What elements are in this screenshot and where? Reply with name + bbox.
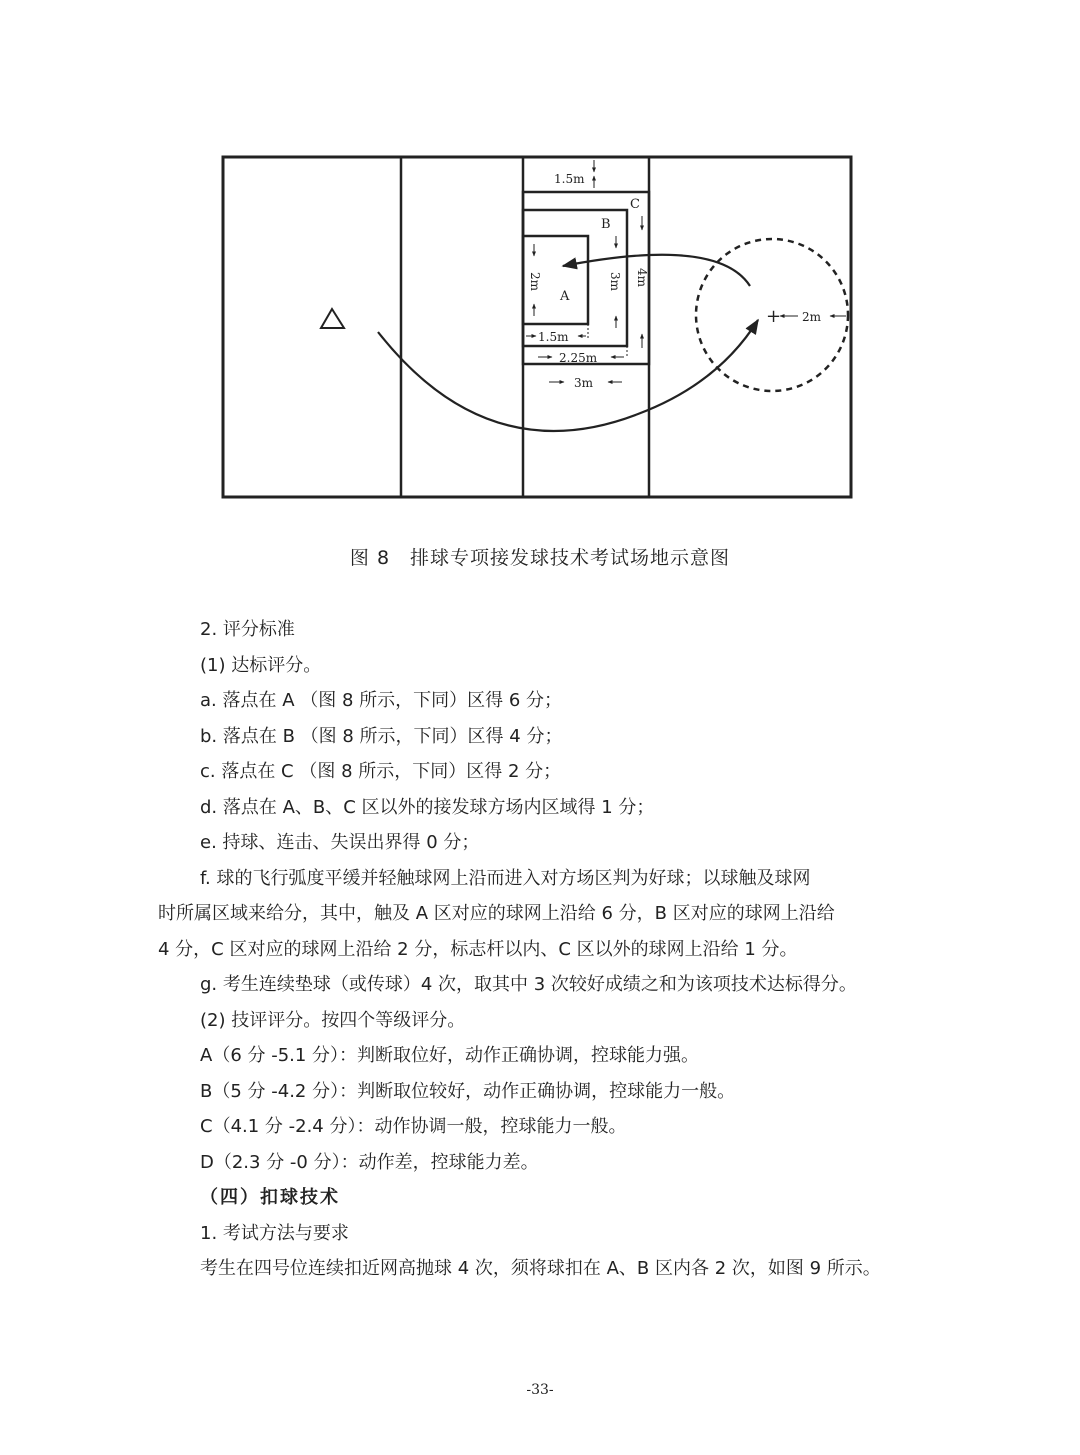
text-line: A（6 分 -5.1 分）：判断取位好，动作正确协调，控球能力强。 bbox=[200, 1045, 700, 1066]
server-triangle-icon bbox=[321, 309, 344, 328]
text-line: a. 落点在 A （图 8 所示，下同）区得 6 分； bbox=[200, 690, 563, 711]
text-line: 4 分，C 区对应的球网上沿给 2 分，标志杆以内、C 区以外的球网上沿给 1 分。 bbox=[158, 938, 798, 960]
zone-c-label: C bbox=[630, 197, 640, 212]
text-line: g. 考生连续垫球（或传球）4 次，取其中 3 次较好成绩之和为该项技术达标得分。 bbox=[200, 974, 857, 995]
zone-c-height-label: 4m bbox=[635, 268, 649, 288]
text-line: f. 球的飞行弧度平缓并轻触球网上沿而进入对方场区判为好球；以球触及球网 bbox=[200, 867, 811, 889]
section-heading: （四）扣球技术 bbox=[200, 1187, 340, 1208]
zone-a-label: A bbox=[560, 289, 570, 304]
page-number: -33- bbox=[526, 1382, 554, 1398]
text-line: (2) 技评评分。按四个等级评分。 bbox=[200, 1009, 466, 1031]
top-margin-label: 1.5m bbox=[554, 172, 585, 186]
text-line: B（5 分 -4.2 分）：判断取位较好，动作正确协调，控球能力一般。 bbox=[200, 1080, 736, 1102]
zone-b-height-label: 3m bbox=[608, 272, 622, 292]
text-line: (1) 达标评分。 bbox=[200, 654, 322, 676]
text-line: D（2.3 分 -0 分）：动作差，控球能力差。 bbox=[200, 1151, 539, 1173]
text-line: 2. 评分标准 bbox=[200, 619, 295, 640]
zone-a-width-label: 1.5m bbox=[538, 330, 569, 344]
court-diagram bbox=[218, 152, 858, 504]
text-line: C（4.1 分 -2.4 分）：动作协调一般，控球能力一般。 bbox=[200, 1116, 627, 1137]
zone-c-width-label: 3m bbox=[574, 376, 594, 390]
zone-b-width-label: 2.25m bbox=[559, 351, 598, 365]
zone-a-height-label: 2m bbox=[528, 272, 542, 292]
text-line: c. 落点在 C （图 8 所示，下同）区得 2 分； bbox=[200, 761, 562, 782]
body-text bbox=[158, 612, 948, 1287]
zone-b-label: B bbox=[601, 217, 611, 232]
text-line: 考生在四号位连续扣近网高抛球 4 次，须将球扣在 A、B 区内各 2 次，如图 9 所示。 bbox=[200, 1258, 881, 1279]
court-boundary bbox=[223, 157, 851, 497]
circle-radius-label: 2m bbox=[802, 310, 822, 324]
text-line: 1. 考试方法与要求 bbox=[200, 1222, 349, 1244]
text-line: e. 持球、连击、失误出界得 0 分； bbox=[200, 832, 480, 853]
text-line: 时所属区域来给分，其中，触及 A 区对应的球网上沿给 6 分，B 区对应的球网上沿给 bbox=[158, 903, 835, 924]
text-line: d. 落点在 A、B、C 区以外的接发球方场内区域得 1 分； bbox=[200, 796, 655, 818]
figure-caption: 图 8 排球专项接发球技术考试场地示意图 bbox=[349, 547, 731, 569]
text-line: b. 落点在 B （图 8 所示，下同）区得 4 分； bbox=[200, 725, 563, 747]
circle-center-mark: + bbox=[766, 306, 782, 327]
